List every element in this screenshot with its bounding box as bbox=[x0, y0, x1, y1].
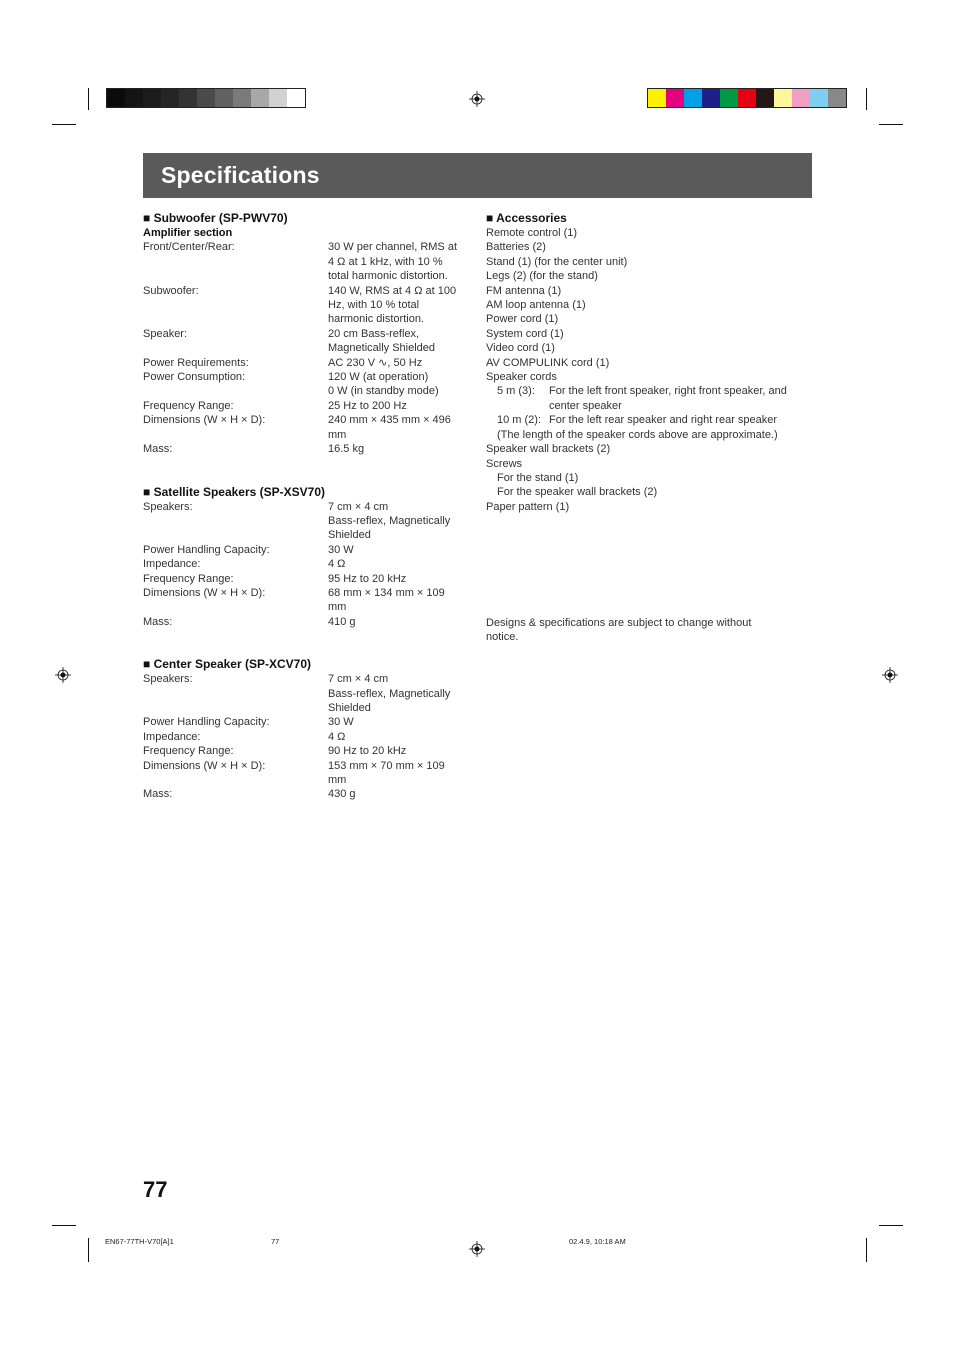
spec-label: Speakers: bbox=[143, 673, 193, 686]
registration-mark-icon bbox=[469, 1241, 485, 1257]
spec-value bbox=[328, 399, 468, 413]
spec-value-line: mm bbox=[328, 601, 347, 614]
spec-row bbox=[143, 586, 473, 615]
cord-description bbox=[549, 384, 809, 413]
color-swatch bbox=[720, 89, 738, 107]
spec-value-line: 30 W bbox=[328, 716, 354, 729]
spec-value-line: 7 cm × 4 cm bbox=[328, 500, 389, 513]
spec-value bbox=[328, 284, 468, 327]
spec-value-line: Shielded bbox=[328, 529, 371, 542]
spec-value bbox=[328, 586, 468, 615]
accessories-column bbox=[486, 211, 816, 514]
speaker-cord-item bbox=[486, 384, 816, 413]
list-item: Legs (2) (for the stand) bbox=[486, 270, 598, 283]
color-swatch bbox=[684, 89, 702, 107]
spec-value bbox=[328, 240, 468, 283]
cord-description-line: For the left front speaker, right front speaker, and bbox=[549, 385, 787, 398]
list-item: Video cord (1) bbox=[486, 342, 555, 355]
process-color-bar bbox=[647, 88, 847, 108]
spec-row bbox=[143, 615, 473, 629]
footer-file-name: EN67-77TH-V70[A]1 bbox=[105, 1237, 174, 1246]
spec-value-line: 90 Hz to 20 kHz bbox=[328, 745, 407, 758]
color-swatch bbox=[197, 89, 215, 107]
speaker-cord-item bbox=[486, 413, 816, 427]
spec-value-line: 120 W (at operation) bbox=[328, 371, 429, 384]
list-item: For the stand (1) bbox=[497, 471, 579, 484]
cord-length: 5 m (3): bbox=[497, 385, 535, 398]
crop-mark bbox=[88, 1238, 89, 1262]
spec-value bbox=[328, 730, 468, 744]
amplifier-subheading: Amplifier section bbox=[143, 227, 233, 239]
crop-mark bbox=[866, 1238, 867, 1262]
spec-label: Mass: bbox=[143, 615, 173, 628]
spec-value bbox=[328, 759, 468, 788]
registration-mark-icon bbox=[469, 91, 485, 107]
spec-row bbox=[143, 413, 473, 442]
list-item: Stand (1) (for the center unit) bbox=[486, 255, 628, 268]
spec-value bbox=[328, 370, 468, 399]
list-item: For the speaker wall brackets (2) bbox=[497, 486, 658, 499]
spec-value bbox=[328, 787, 468, 801]
spec-label: Frequency Range: bbox=[143, 572, 234, 585]
spec-label: Dimensions (W × H × D): bbox=[143, 586, 266, 599]
section-header-bar bbox=[143, 153, 812, 198]
color-swatch bbox=[179, 89, 197, 107]
color-swatch bbox=[828, 89, 846, 107]
spec-value bbox=[328, 543, 468, 557]
color-swatch bbox=[287, 89, 305, 107]
spec-value-line: AC 230 V ∿, 50 Hz bbox=[328, 356, 423, 369]
color-swatch bbox=[792, 89, 810, 107]
spec-row bbox=[143, 399, 473, 413]
spec-label: Dimensions (W × H × D): bbox=[143, 414, 266, 427]
spec-label: Front/Center/Rear: bbox=[143, 241, 235, 254]
spec-value-line: 30 W bbox=[328, 543, 354, 556]
spec-value-line: mm bbox=[328, 428, 347, 441]
spec-value-line: Bass-reflex, Magnetically bbox=[328, 687, 451, 700]
list-item: FM antenna (1) bbox=[486, 284, 562, 297]
spec-label: Speakers: bbox=[143, 500, 193, 513]
cords-note: (The length of the speaker cords above are approximate.) bbox=[497, 428, 778, 441]
spec-label: Impedance: bbox=[143, 558, 201, 571]
color-swatch bbox=[215, 89, 233, 107]
accessories-list bbox=[486, 226, 816, 384]
spec-row bbox=[143, 672, 473, 715]
spec-label: Mass: bbox=[143, 443, 173, 456]
spec-value-line: harmonic distortion. bbox=[328, 313, 424, 326]
spec-label: Frequency Range: bbox=[143, 745, 234, 758]
color-swatch bbox=[251, 89, 269, 107]
subwoofer-spec-table bbox=[143, 240, 473, 456]
spec-value-line: 4 Ω bbox=[328, 730, 346, 743]
spec-value bbox=[328, 615, 468, 629]
list-item: System cord (1) bbox=[486, 327, 564, 340]
spec-value bbox=[328, 442, 468, 456]
speaker-cord-list bbox=[486, 384, 816, 427]
color-swatch bbox=[666, 89, 684, 107]
change-notice: Designs & specifications are subject to change without notice. bbox=[486, 617, 752, 644]
list-item: AV COMPULINK cord (1) bbox=[486, 356, 610, 369]
spec-row bbox=[143, 730, 473, 744]
spec-row bbox=[143, 543, 473, 557]
cord-description-line: For the left rear speaker and right rear speaker bbox=[549, 414, 778, 427]
spec-value bbox=[328, 500, 468, 543]
color-swatch bbox=[738, 89, 756, 107]
crop-mark bbox=[52, 1225, 76, 1226]
spec-value-line: Magnetically Shielded bbox=[328, 342, 436, 355]
spec-row bbox=[143, 759, 473, 788]
color-swatch bbox=[125, 89, 143, 107]
color-swatch bbox=[648, 89, 666, 107]
registration-mark-icon bbox=[55, 667, 71, 683]
spec-row bbox=[143, 572, 473, 586]
color-swatch bbox=[107, 89, 125, 107]
crop-mark bbox=[88, 88, 89, 110]
list-item: Power cord (1) bbox=[486, 313, 559, 326]
spec-value bbox=[328, 413, 468, 442]
spec-value bbox=[328, 356, 468, 370]
registration-mark-icon bbox=[882, 667, 898, 683]
spec-row bbox=[143, 557, 473, 571]
list-item: Speaker wall brackets (2) bbox=[486, 443, 611, 456]
spec-label: Power Handling Capacity: bbox=[143, 716, 270, 729]
color-swatch bbox=[702, 89, 720, 107]
spec-label: Power Requirements: bbox=[143, 356, 249, 369]
page-title: Specifications bbox=[161, 162, 320, 188]
spec-value-line: 410 g bbox=[328, 615, 356, 628]
list-item: Remote control (1) bbox=[486, 227, 578, 239]
spec-value-line: 20 cm Bass-reflex, bbox=[328, 327, 420, 340]
page-number: 77 bbox=[143, 1177, 168, 1202]
spec-value bbox=[328, 572, 468, 586]
spec-value bbox=[328, 744, 468, 758]
spec-value-line: Shielded bbox=[328, 701, 371, 714]
spec-value bbox=[328, 672, 468, 715]
spec-row bbox=[143, 442, 473, 456]
spec-value-line: Hz, with 10 % total bbox=[328, 299, 420, 312]
spec-row bbox=[143, 500, 473, 543]
spec-row bbox=[143, 787, 473, 801]
spec-value-line: 430 g bbox=[328, 788, 356, 801]
cord-length: 10 m (2): bbox=[497, 414, 542, 427]
spec-label: Impedance: bbox=[143, 730, 201, 743]
list-item: Speaker cords bbox=[486, 371, 557, 384]
crop-mark bbox=[879, 1225, 903, 1226]
crop-mark bbox=[52, 124, 76, 125]
spec-row bbox=[143, 744, 473, 758]
center-heading: ■ Center Speaker (SP-XCV70) bbox=[143, 657, 311, 672]
spec-label: Subwoofer: bbox=[143, 284, 199, 297]
cord-description bbox=[549, 413, 809, 427]
center-spec-table bbox=[143, 672, 473, 802]
spec-row bbox=[143, 327, 473, 356]
grayscale-color-bar bbox=[106, 88, 306, 108]
spec-row bbox=[143, 240, 473, 283]
spec-value bbox=[328, 715, 468, 729]
footer-page-number: 77 bbox=[271, 1237, 280, 1246]
list-item: Screws bbox=[486, 457, 523, 470]
satellite-heading: ■ Satellite Speakers (SP-XSV70) bbox=[143, 484, 326, 499]
subwoofer-heading: ■ Subwoofer (SP-PWV70) bbox=[143, 211, 288, 225]
color-swatch bbox=[810, 89, 828, 107]
spec-value-line: 240 mm × 435 mm × 496 bbox=[328, 414, 451, 427]
spec-value-line: 68 mm × 134 mm × 109 bbox=[328, 586, 445, 599]
color-swatch bbox=[233, 89, 251, 107]
spec-row bbox=[143, 356, 473, 370]
spec-label: Speaker: bbox=[143, 327, 188, 340]
spec-value-line: 7 cm × 4 cm bbox=[328, 673, 389, 686]
accessories-heading: ■ Accessories bbox=[486, 211, 567, 225]
color-swatch bbox=[756, 89, 774, 107]
spec-label: Power Handling Capacity: bbox=[143, 543, 270, 556]
spec-row bbox=[143, 370, 473, 399]
spec-value-line: 153 mm × 70 mm × 109 bbox=[328, 759, 445, 772]
spec-value-line: 16.5 kg bbox=[328, 443, 365, 456]
spec-value bbox=[328, 327, 468, 356]
color-swatch bbox=[269, 89, 287, 107]
spec-value-line: total harmonic distortion. bbox=[328, 270, 448, 283]
color-swatch bbox=[161, 89, 179, 107]
spec-row bbox=[143, 715, 473, 729]
list-item: Paper pattern (1) bbox=[486, 500, 570, 513]
spec-value-line: 140 W, RMS at 4 Ω at 100 bbox=[328, 284, 457, 297]
spec-value-line: 25 Hz to 200 Hz bbox=[328, 399, 407, 412]
spec-value bbox=[328, 557, 468, 571]
spec-value-line: mm bbox=[328, 774, 347, 786]
spec-value-line: 30 W per channel, RMS at bbox=[328, 241, 458, 254]
crop-mark bbox=[866, 88, 867, 110]
spec-value-line: 4 Ω bbox=[328, 558, 346, 571]
spec-value-line: 4 Ω at 1 kHz, with 10 % bbox=[328, 255, 443, 268]
list-item: AM loop antenna (1) bbox=[486, 299, 586, 312]
spec-label: Power Consumption: bbox=[143, 371, 246, 384]
spec-value-line: Bass-reflex, Magnetically bbox=[328, 514, 451, 527]
spec-label: Dimensions (W × H × D): bbox=[143, 759, 266, 772]
color-swatch bbox=[774, 89, 792, 107]
footer-timestamp: 02.4.9, 10:18 AM bbox=[569, 1237, 626, 1246]
specs-left-column bbox=[143, 211, 473, 802]
spec-value-line: 95 Hz to 20 kHz bbox=[328, 572, 407, 585]
spec-label: Frequency Range: bbox=[143, 399, 234, 412]
spec-label: Mass: bbox=[143, 788, 173, 801]
spec-row bbox=[143, 284, 473, 327]
list-item: Batteries (2) bbox=[486, 241, 546, 254]
cord-description-line: center speaker bbox=[549, 399, 622, 412]
crop-mark bbox=[879, 124, 903, 125]
color-swatch bbox=[143, 89, 161, 107]
spec-value-line: 0 W (in standby mode) bbox=[328, 385, 439, 398]
satellite-spec-table bbox=[143, 500, 473, 630]
